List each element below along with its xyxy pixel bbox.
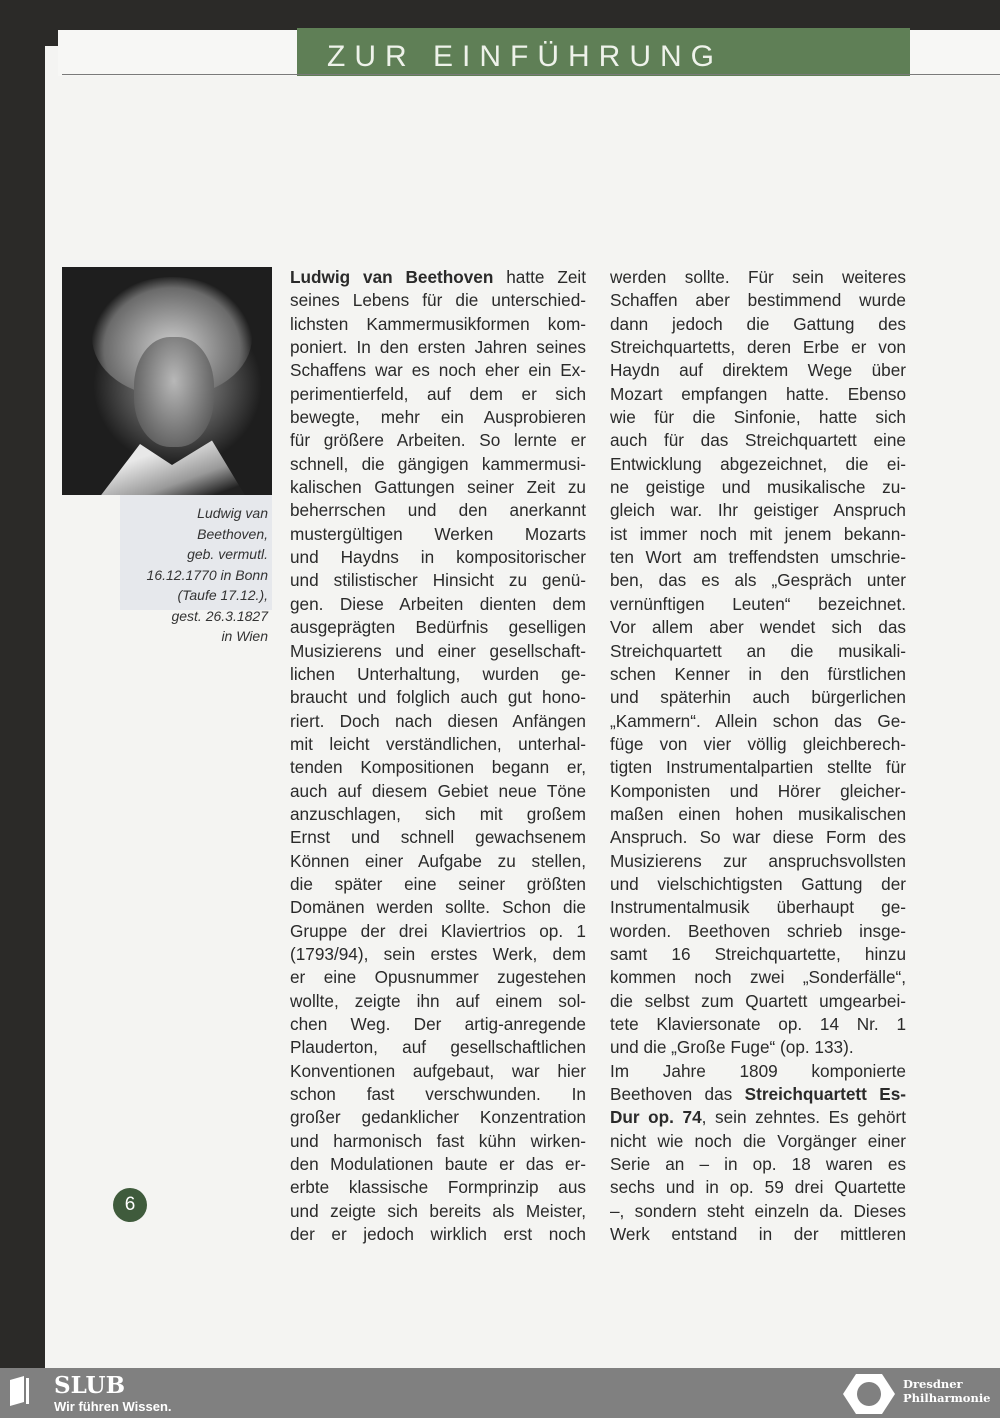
text: (1793/94), sein erstes Werk, dem bbox=[290, 943, 586, 964]
text-line bbox=[610, 1200, 906, 1223]
text-line bbox=[610, 873, 906, 896]
text: tenden Kompositionen begann er, bbox=[290, 757, 586, 778]
text-line bbox=[610, 289, 906, 312]
text-line bbox=[290, 943, 586, 966]
text-line bbox=[610, 1176, 906, 1199]
text-line bbox=[290, 710, 586, 733]
text-line bbox=[610, 1153, 906, 1176]
text: mit leicht verständlichen, unterhal- bbox=[290, 733, 586, 754]
text: den Modulationen baute er das er- bbox=[290, 1154, 586, 1175]
text: chen Weg. Der artig-anregende bbox=[290, 1014, 586, 1034]
text-line bbox=[610, 943, 906, 966]
text: tete Klaviersonate op. 14 Nr. 1 bbox=[610, 1014, 906, 1034]
text-line bbox=[610, 990, 906, 1013]
text: samt 16 Streichquartette, hinzu bbox=[610, 943, 906, 964]
text-line bbox=[290, 686, 586, 709]
text: Haydn auf direktem Wege über bbox=[610, 360, 906, 381]
text: anzuschlagen, sich mit großem bbox=[290, 803, 586, 824]
text-line bbox=[290, 569, 586, 592]
text: und späterhin auch bürgerlichen bbox=[610, 687, 906, 708]
caption-line: gest. 26.3.1827 bbox=[171, 607, 268, 624]
text-line bbox=[290, 1060, 586, 1083]
text-line bbox=[290, 850, 586, 873]
text: füge von vier völlig gleichberech- bbox=[610, 733, 906, 754]
caption-line: 16.12.1770 in Bonn bbox=[146, 566, 268, 583]
text: Entwicklung abgezeichnet, die ei- bbox=[610, 453, 906, 474]
text-line bbox=[610, 780, 906, 803]
text-line bbox=[610, 453, 906, 476]
text-line bbox=[610, 1130, 906, 1153]
text: worden. Beethoven schrieb insge- bbox=[610, 920, 906, 941]
text-line bbox=[610, 733, 906, 756]
text: die später eine seiner größten bbox=[290, 873, 586, 894]
text-line bbox=[290, 1130, 586, 1153]
text: und die „Große Fuge“ (op. 133). bbox=[610, 1037, 854, 1058]
text-line bbox=[290, 1106, 586, 1129]
text: kalischen Gattungen seiner Zeit zu bbox=[290, 477, 586, 498]
text: dann jedoch die Gattung des bbox=[610, 313, 906, 334]
text-line bbox=[290, 359, 586, 382]
text-line bbox=[290, 429, 586, 452]
text: Werk entstand in der mittleren bbox=[610, 1224, 906, 1245]
text: schnell, die gängigen kammermusi- bbox=[290, 453, 586, 474]
text-line bbox=[610, 1060, 906, 1083]
text-column-1 bbox=[290, 266, 586, 1246]
text: auch für das Streichquartett eine bbox=[610, 430, 906, 451]
text: Plauderton, auf gesellschaftlichen bbox=[290, 1037, 586, 1058]
caption-line: Ludwig van bbox=[197, 505, 268, 521]
text: schon fast verschwunden. In bbox=[290, 1084, 586, 1105]
text: Konventionen aufgebaut, war hier bbox=[290, 1060, 586, 1081]
text: erbte klassische Formprinzip aus bbox=[290, 1177, 586, 1198]
bold-text: Ludwig van Beethoven bbox=[290, 267, 494, 287]
text-line bbox=[610, 1223, 906, 1246]
text-line bbox=[290, 920, 586, 943]
text: maßen einen hohen musikalischen bbox=[610, 803, 906, 824]
text: und Haydns in kompositorischer bbox=[290, 547, 586, 568]
text-line bbox=[290, 336, 586, 359]
text: poniert. In den ersten Jahren seines bbox=[290, 337, 586, 358]
text-line bbox=[290, 616, 586, 639]
text: vernünftigen Leuten“ bezeichnet. bbox=[610, 593, 906, 614]
text-line bbox=[290, 1083, 586, 1106]
text: Domänen werden sollte. Schon die bbox=[290, 897, 586, 918]
text-line bbox=[290, 383, 586, 406]
text-line bbox=[610, 359, 906, 382]
text: lichsten Kammermusikformen kom- bbox=[290, 313, 586, 334]
text-line bbox=[610, 523, 906, 546]
text-line bbox=[610, 569, 906, 592]
text-line bbox=[610, 850, 906, 873]
text: lichen Unterhaltung, wurden ge- bbox=[290, 663, 586, 684]
text: Serie an – in op. 18 waren es bbox=[610, 1154, 906, 1175]
text-line bbox=[610, 616, 906, 639]
text-line bbox=[610, 593, 906, 616]
text: Im Jahre 1809 komponierte bbox=[610, 1060, 906, 1081]
text-line bbox=[610, 429, 906, 452]
text: nicht wie noch die Vorgänger einer bbox=[610, 1130, 906, 1151]
text: braucht und folglich auch gut hono- bbox=[290, 687, 586, 708]
text: auch auf diesem Gebiet neue Töne bbox=[290, 780, 586, 801]
caption-line: (Taufe 17.12.), bbox=[177, 587, 268, 603]
text: mustergültigen Werken Mozarts bbox=[290, 523, 586, 544]
text-line bbox=[610, 920, 906, 943]
text-line bbox=[290, 1200, 586, 1223]
text-line bbox=[610, 546, 906, 569]
text-line bbox=[290, 756, 586, 779]
text: seines Lebens für die unterschied- bbox=[290, 290, 586, 311]
text: ben, das es als „Gespräch unter bbox=[610, 570, 906, 591]
text: Instrumentalmusik überhaupt ge- bbox=[610, 897, 906, 918]
text: gleich war. Ihr geistiger Anspruch bbox=[610, 500, 906, 521]
text: Streichquartett an die musikali- bbox=[610, 640, 906, 661]
bold-text: Dur op. 74 bbox=[610, 1107, 702, 1128]
page-number: 6 bbox=[113, 1188, 147, 1222]
text-line bbox=[290, 780, 586, 803]
text: Können einer Aufgabe zu stellen, bbox=[290, 850, 586, 871]
text-line bbox=[290, 896, 586, 919]
text-line bbox=[290, 406, 586, 429]
text-line bbox=[610, 1106, 906, 1129]
caption-line: Beethoven, bbox=[197, 525, 268, 542]
footer-bar bbox=[0, 1368, 1000, 1418]
text: Musizierens zur anspruchsvollsten bbox=[610, 850, 906, 871]
text: –, sondern steht einzeln da. Dieses bbox=[610, 1200, 906, 1221]
text-line bbox=[610, 383, 906, 406]
text: perimentierfeld, auf dem er sich bbox=[290, 383, 586, 404]
photo-caption bbox=[100, 503, 268, 647]
text-line bbox=[610, 499, 906, 522]
text: Mozart empfangen hatte. Ebenso bbox=[610, 383, 906, 404]
text: bewegte, mehr ein Ausprobieren bbox=[290, 407, 586, 428]
text: großer gedanklicher Konzentration bbox=[290, 1107, 586, 1128]
text: der er jedoch wirklich erst noch bbox=[290, 1224, 586, 1245]
bold-text: Streichquartett Es- bbox=[744, 1084, 906, 1105]
text-line bbox=[290, 499, 586, 522]
text-line bbox=[610, 476, 906, 499]
text: ist immer noch mit jenem bekann- bbox=[610, 523, 906, 544]
text-line bbox=[290, 313, 586, 336]
text: Ernst und schnell gewachsenem bbox=[290, 827, 586, 848]
text: Gruppe der drei Klaviertrios op. 1 bbox=[290, 920, 586, 941]
text-line bbox=[610, 756, 906, 779]
text-line bbox=[290, 733, 586, 756]
text: Anspruch. So war diese Form des bbox=[610, 827, 906, 848]
text-line bbox=[610, 826, 906, 849]
slub-tagline: Wir führen Wissen. bbox=[54, 1399, 172, 1414]
philharmonie-logo-text: Dresdner Philharmonie bbox=[903, 1377, 991, 1405]
header-rule bbox=[62, 74, 1000, 75]
text: er eine Opusnummer zugestehen bbox=[290, 967, 586, 988]
text-line bbox=[610, 1083, 906, 1106]
text-line bbox=[290, 523, 586, 546]
text: Musizierens und einer gesellschaft- bbox=[290, 640, 586, 661]
text: und vielschichtigsten Gattung der bbox=[610, 873, 906, 894]
caption-line: in Wien bbox=[221, 628, 268, 644]
text: Komponisten und Hörer gleicher- bbox=[610, 780, 906, 801]
text-line bbox=[610, 406, 906, 429]
text: werden sollte. Für sein weiteres bbox=[610, 267, 906, 287]
text-line bbox=[610, 663, 906, 686]
text: riert. Doch nach diesen Anfängen bbox=[290, 710, 586, 731]
text-line bbox=[290, 266, 586, 289]
text-line bbox=[610, 896, 906, 919]
text-line bbox=[290, 1013, 586, 1036]
text-line bbox=[290, 873, 586, 896]
slub-logo-text: SLUB bbox=[54, 1372, 126, 1399]
text-line bbox=[290, 640, 586, 663]
text: Vor allem aber wendet sich das bbox=[610, 617, 906, 638]
text-line bbox=[610, 336, 906, 359]
text: Schaffens war es noch eher ein Ex- bbox=[290, 360, 586, 381]
text-line bbox=[290, 593, 586, 616]
text: kommen noch zwei „Sonderfälle“, bbox=[610, 967, 906, 988]
text-line bbox=[290, 663, 586, 686]
text-line bbox=[290, 803, 586, 826]
text: und stilistischer Hinsicht zu genü- bbox=[290, 570, 586, 591]
text: beherrschen und den anerkannt bbox=[290, 500, 586, 521]
text-line bbox=[290, 1176, 586, 1199]
text-line bbox=[290, 1036, 586, 1059]
text-line bbox=[610, 1013, 906, 1036]
text-line bbox=[610, 1036, 906, 1059]
text: wie für die Sinfonie, hatte sich bbox=[610, 407, 906, 428]
text: ausgeprägten Bedürfnis geselligen bbox=[290, 617, 586, 638]
text: Schaffen aber bestimmend wurde bbox=[610, 290, 906, 311]
text-line bbox=[290, 453, 586, 476]
text-line bbox=[610, 966, 906, 989]
text-line bbox=[290, 1223, 586, 1246]
text-line bbox=[610, 640, 906, 663]
text: Streichquartetts, deren Erbe er von bbox=[610, 337, 906, 358]
text: und harmonisch fast kühn wirken- bbox=[290, 1130, 586, 1151]
text: für größere Arbeiten. So lernte er bbox=[290, 430, 586, 451]
text: und zeigte sich bereits als Meister, bbox=[290, 1200, 586, 1221]
text-line bbox=[610, 313, 906, 336]
caption-line: geb. vermutl. bbox=[187, 546, 268, 562]
section-header: ZUR EINFÜHRUNG bbox=[297, 28, 910, 76]
text-line bbox=[290, 826, 586, 849]
text: ten Wort am treffendsten umschrie- bbox=[610, 547, 906, 568]
text-line bbox=[610, 266, 906, 289]
text-line bbox=[610, 686, 906, 709]
philharmonie-sunburst-icon bbox=[842, 1372, 896, 1416]
text: die selbst zum Quartett umgearbei- bbox=[610, 990, 906, 1011]
text: , sein zehntes. Es gehört bbox=[701, 1107, 906, 1128]
text: „Kammern“. Allein schon das Ge- bbox=[610, 710, 906, 731]
text-line bbox=[290, 966, 586, 989]
text: gen. Diese Arbeiten dienten dem bbox=[290, 593, 586, 614]
text-line bbox=[290, 546, 586, 569]
text: Beethoven das bbox=[610, 1084, 745, 1105]
text: ne geistige und musikalische zu- bbox=[610, 477, 906, 498]
text-line bbox=[610, 803, 906, 826]
beethoven-portrait bbox=[62, 267, 272, 495]
text-line bbox=[610, 710, 906, 733]
text: schen Kenner in den fürstlichen bbox=[610, 663, 906, 684]
text-line bbox=[290, 289, 586, 312]
text-line bbox=[290, 990, 586, 1013]
text: wollte, zeigte ihn auf einem sol- bbox=[290, 990, 586, 1011]
slub-book-icon bbox=[10, 1376, 30, 1406]
text-line bbox=[290, 1153, 586, 1176]
text: hatte Zeit bbox=[493, 267, 586, 287]
text-line bbox=[290, 476, 586, 499]
text: sechs und in op. 59 drei Quartette bbox=[610, 1177, 906, 1198]
text: tigten Instrumentalpartien stellte für bbox=[610, 757, 906, 778]
text-column-2 bbox=[610, 266, 906, 1246]
